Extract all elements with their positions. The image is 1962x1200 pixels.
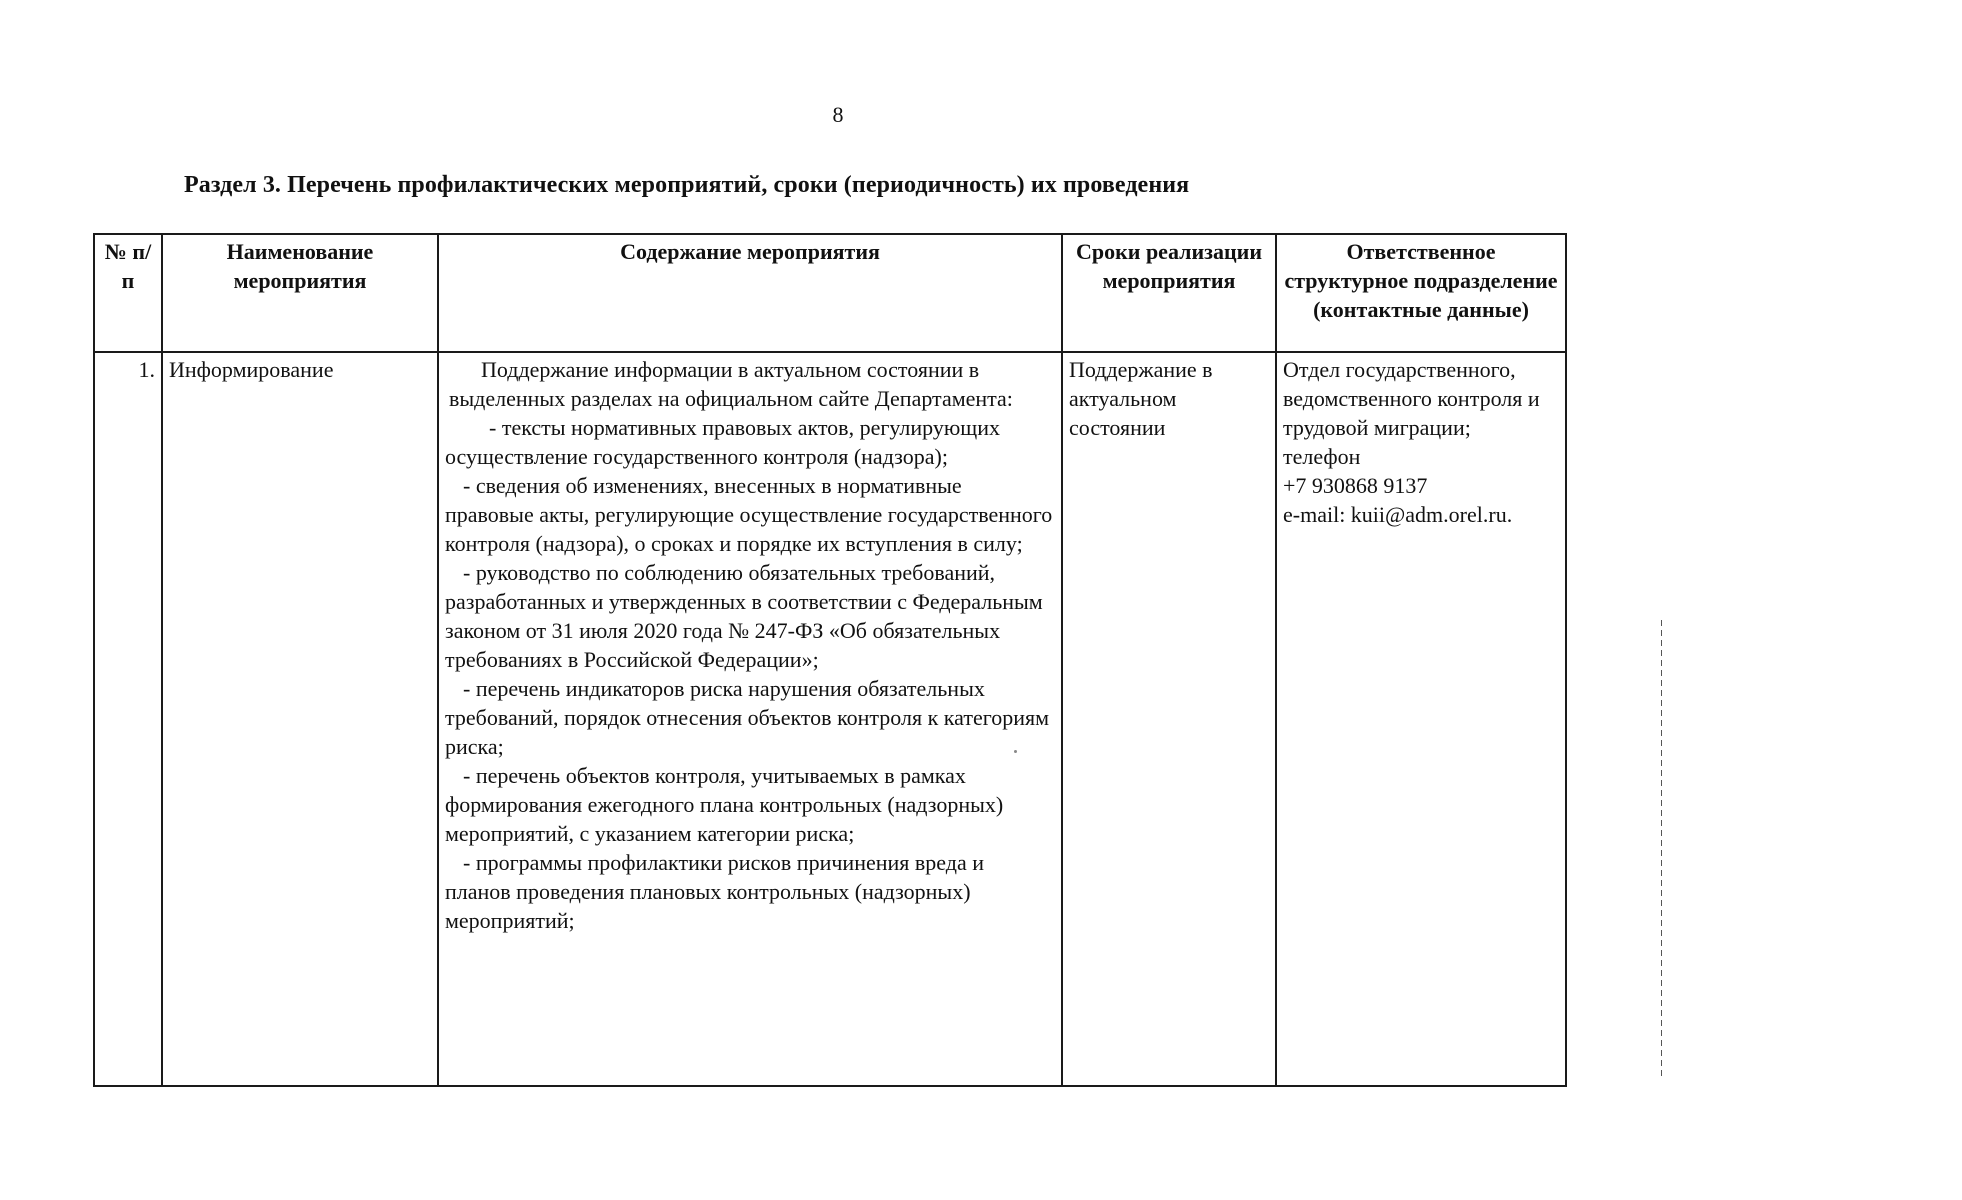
content-item: - перечень индикаторов риска нарушения обязательных требований, порядок отнесения объектов контроля к категориям риска; xyxy=(445,676,1050,759)
header-term: Сроки реализации мероприятия xyxy=(1062,234,1276,352)
email-address: e-mail: kuii@adm.orel.ru. xyxy=(1283,502,1513,527)
header-num: № п/п xyxy=(94,234,162,352)
event-responsible xyxy=(1276,352,1566,1086)
content-item: - сведения об изменениях, внесенных в нормативные правовые акты, регулирующие осуществление государственного контроля (надзора), о сроках и порядке их вступления в силу; xyxy=(445,473,1053,556)
event-term: Поддержание в актуальном состоянии xyxy=(1062,352,1276,1086)
header-content: Содержание мероприятия xyxy=(438,234,1062,352)
scan-artifact-dot xyxy=(1014,750,1017,753)
event-name: Информирование xyxy=(162,352,438,1086)
page-number: 8 xyxy=(832,102,844,127)
table-header-row xyxy=(94,234,1566,352)
phone-number: +7 930868 9137 xyxy=(1283,473,1428,498)
scan-artifact-line xyxy=(1661,620,1662,1080)
content-item: - тексты нормативных правовых актов, регулирующих осуществление государственного контроля (надзора); xyxy=(445,415,1000,469)
activities-table xyxy=(93,233,1567,1087)
header-name: Наименование мероприятия xyxy=(162,234,438,352)
phone-label: телефон xyxy=(1283,444,1361,469)
responsible-department: Отдел государственного, ведомственного контроля и трудовой миграции; xyxy=(1283,357,1540,440)
content-lead: Поддержание информации в актуальном состоянии в выделенных разделах на официальном сайте Департамента: xyxy=(449,357,1013,411)
header-responsible: Ответственное структурное подразделение (контактные данные) xyxy=(1276,234,1566,352)
section-title: Раздел 3. Перечень профилактических мероприятий, сроки (периодичность) их проведения xyxy=(184,172,1190,198)
event-content xyxy=(438,352,1062,1086)
content-item: - руководство по соблюдению обязательных требований, разработанных и утвержденных в соответствии с Федеральным законом от 31 июля 2020 года № 247-ФЗ «Об обязательных требованиях в Российской Федерации»; xyxy=(445,560,1043,672)
table-row xyxy=(94,352,1566,1086)
content-item: - перечень объектов контроля, учитываемых в рамках формирования ежегодного плана контрольных (надзорных) мероприятий, с указанием категории риска; xyxy=(445,763,1004,846)
row-number: 1. xyxy=(94,352,162,1086)
content-item: - программы профилактики рисков причинения вреда и планов проведения плановых контрольных (надзорных) мероприятий; xyxy=(445,850,984,933)
